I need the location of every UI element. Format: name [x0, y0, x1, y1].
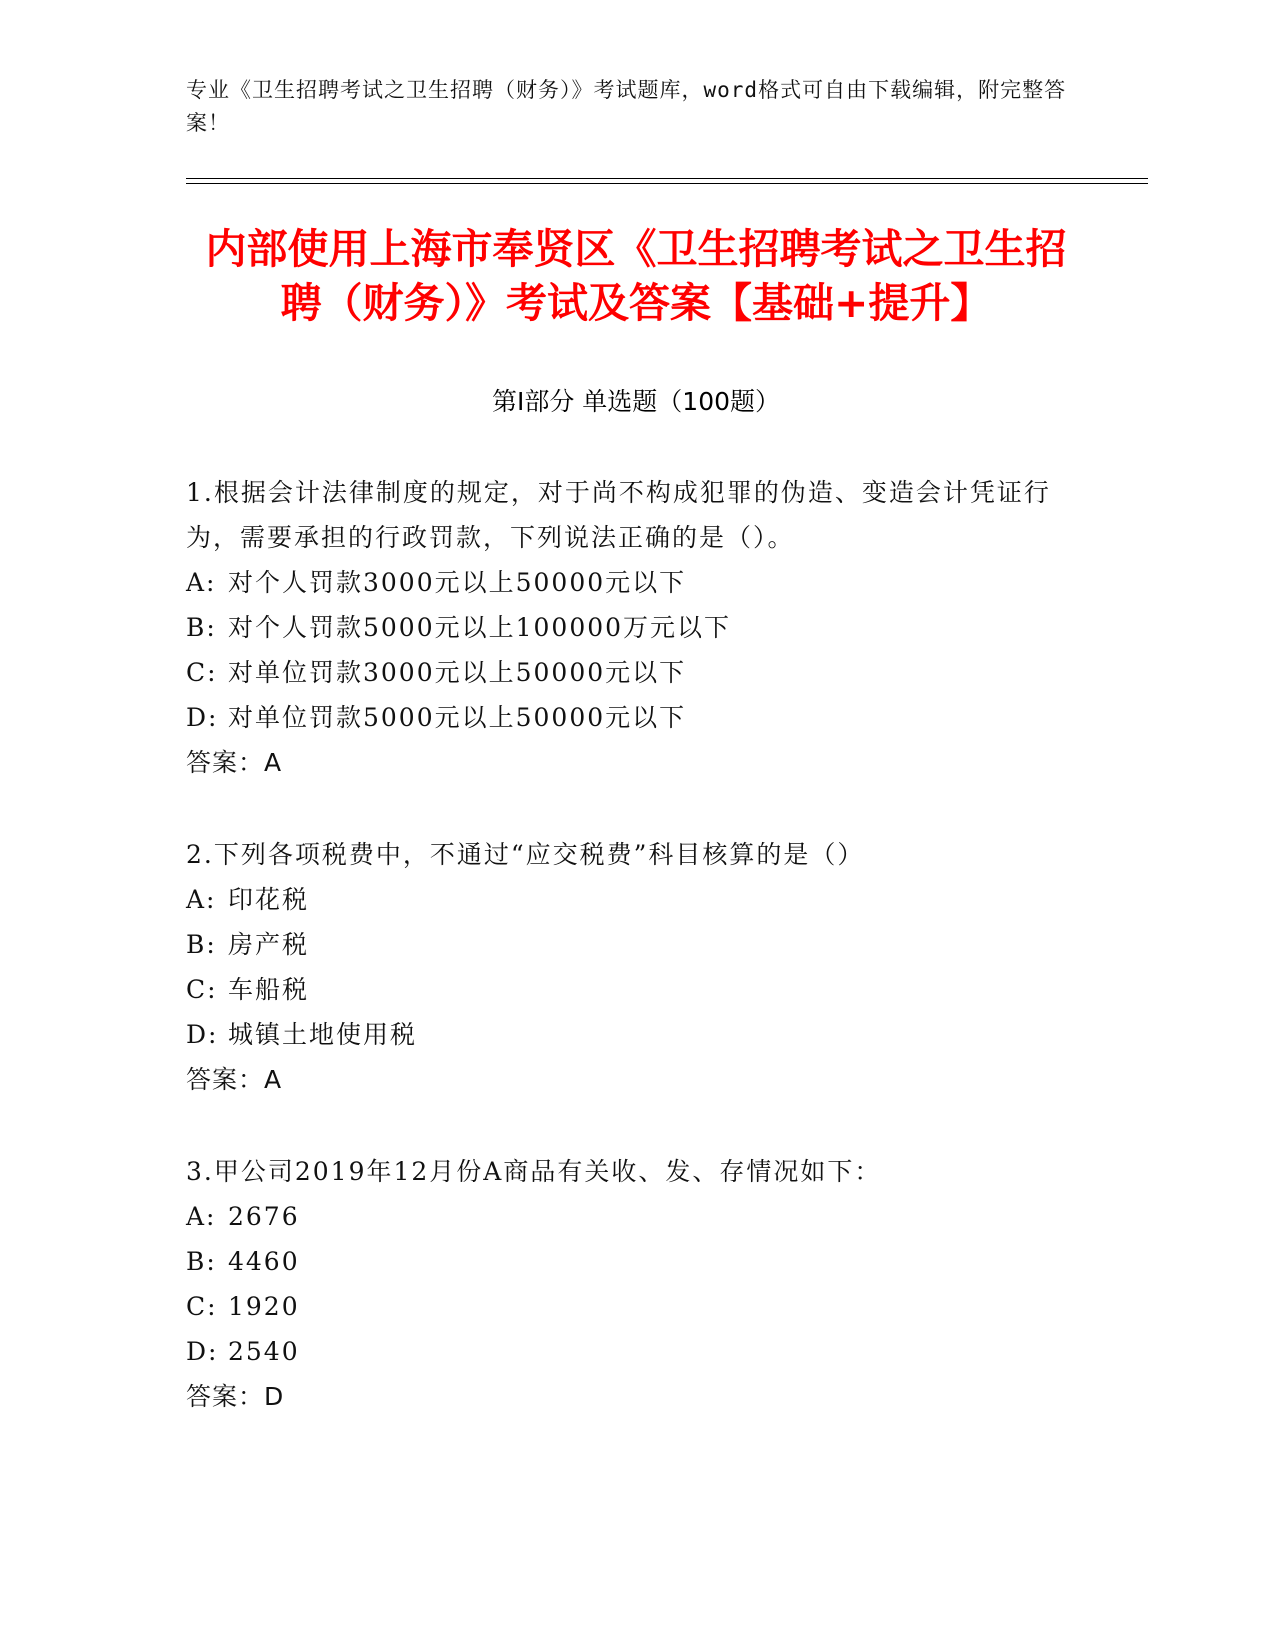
option-text: 房产税: [228, 930, 310, 959]
option-label: D:: [186, 1337, 219, 1366]
option-c: [186, 967, 1066, 1012]
option-text: 对个人罚款3000元以上50000元以下: [228, 568, 687, 597]
question-stem: 1.根据会计法律制度的规定，对于尚不构成犯罪的伪造、变造会计凭证行为，需要承担的行政罚款，下列说法正确的是（）。: [186, 478, 1051, 552]
option-c: [186, 1284, 1066, 1329]
answer-prefix: 答案：: [186, 748, 265, 777]
header-divider-top: [186, 178, 1148, 179]
document-title: 内部使用上海市奉贤区《卫生招聘考试之卫生招聘（财务）》考试及答案【基础+提升】: [205, 225, 1067, 327]
option-c: [186, 650, 1066, 695]
option-label: B:: [186, 930, 217, 959]
option-a: [186, 877, 1066, 922]
answer-line: [186, 740, 1066, 785]
option-text: 车船税: [228, 975, 310, 1004]
option-label: D:: [186, 1020, 219, 1049]
answer-value: D: [264, 1382, 285, 1411]
header-divider-bottom: [186, 183, 1148, 184]
option-a: [186, 560, 1066, 605]
option-text: 对单位罚款3000元以上50000元以下: [228, 658, 687, 687]
answer-prefix: 答案：: [186, 1382, 265, 1411]
answer-line: [186, 1374, 1066, 1419]
option-text: 4460: [228, 1247, 300, 1276]
option-label: A:: [186, 885, 217, 914]
option-label: D:: [186, 703, 219, 732]
option-text: 1920: [228, 1292, 300, 1321]
option-text: 2676: [228, 1202, 300, 1231]
option-d: [186, 1329, 1066, 1374]
option-d: [186, 1012, 1066, 1057]
answer-value: A: [264, 748, 283, 777]
option-label: A:: [186, 1202, 217, 1231]
question-2: [186, 832, 1066, 1102]
option-d: [186, 695, 1066, 740]
option-text: 城镇土地使用税: [228, 1020, 418, 1049]
option-text: 印花税: [228, 885, 310, 914]
option-b: [186, 922, 1066, 967]
section-heading: 第Ⅰ部分 单选题（100题）: [491, 387, 781, 416]
option-label: B:: [186, 613, 217, 642]
header-note: 专业《卫生招聘考试之卫生招聘（财务）》考试题库，word格式可自由下载编辑，附完整答案！: [186, 78, 1067, 135]
option-label: C:: [186, 975, 218, 1004]
answer-value: A: [264, 1065, 283, 1094]
option-text: 2540: [228, 1337, 300, 1366]
question-stem: 2.下列各项税费中，不通过“应交税费”科目核算的是（）: [186, 840, 865, 869]
answer-prefix: 答案：: [186, 1065, 265, 1094]
question-stem: 3.甲公司2019年12月份A商品有关收、发、存情况如下：: [186, 1157, 882, 1186]
option-label: A:: [186, 568, 217, 597]
option-label: C:: [186, 1292, 218, 1321]
option-a: [186, 1194, 1066, 1239]
answer-line: [186, 1057, 1066, 1102]
option-label: B:: [186, 1247, 217, 1276]
option-b: [186, 1239, 1066, 1284]
option-label: C:: [186, 658, 218, 687]
option-b: [186, 605, 1066, 650]
option-text: 对单位罚款5000元以上50000元以下: [228, 703, 687, 732]
question-3: [186, 1149, 1066, 1419]
question-1: [186, 470, 1066, 785]
option-text: 对个人罚款5000元以上100000万元以下: [228, 613, 732, 642]
